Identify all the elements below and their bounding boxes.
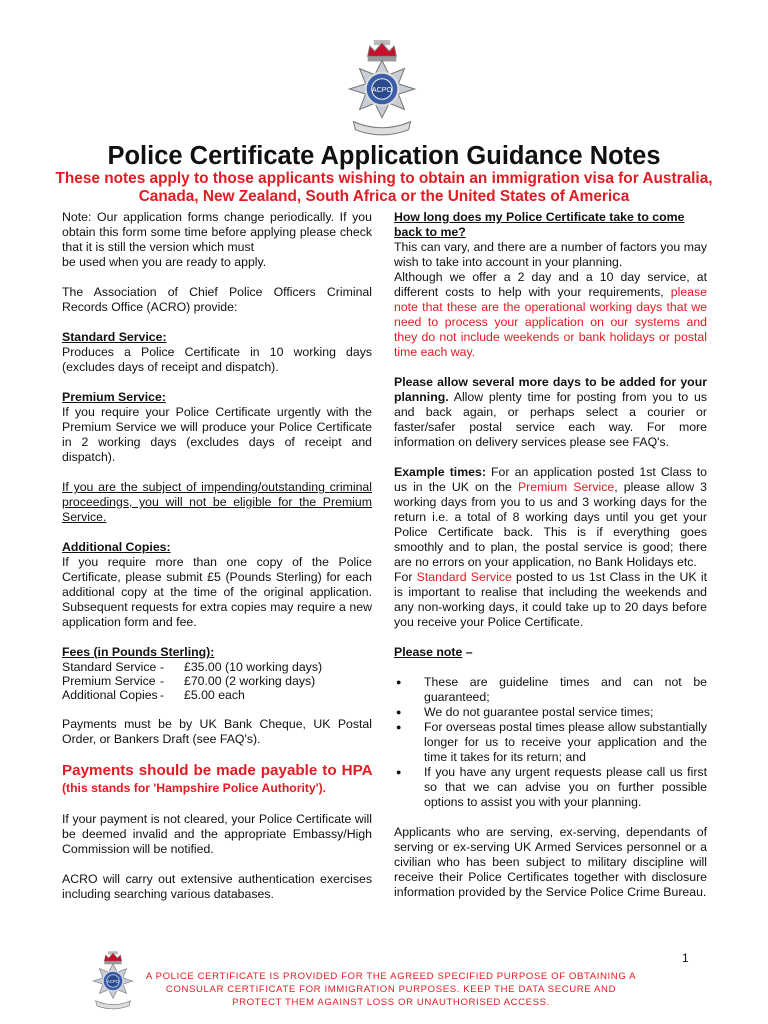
standard-service-text: Produces a Police Certificate in 10 working days (excludes days of receipt and dispatch). xyxy=(62,345,372,374)
list-item: ● These are guideline times and can not be guaranteed; xyxy=(394,675,707,705)
star-badge-icon xyxy=(93,964,133,999)
payable-to-notice xyxy=(62,762,372,797)
authentication-note: ACRO will carry out extensive authentication exercises including searching various databases. xyxy=(62,872,372,901)
payable-line: Payments should be made payable to xyxy=(62,762,337,779)
svg-text:ACPO: ACPO xyxy=(371,86,393,95)
please-note-dash: – xyxy=(465,645,473,659)
example-times-text: For an application posted 1st Class to us in the UK on the xyxy=(394,465,707,494)
fee-name: Premium Service xyxy=(62,674,156,688)
working-days-notice: please note that these are the operational working days that we need to process your application on our systems and they do not include weekends or bank holidays or postal time each way. xyxy=(394,285,707,359)
example-times-paragraph xyxy=(394,465,707,570)
allow-days-bold: Please allow several more days to be added for your planning. xyxy=(394,375,707,404)
page-subtitle: These notes apply to those applicants wishing to obtain an immigration visa for Australia, Canada, New Zealand, South Africa or the United States of America xyxy=(55,170,713,205)
fee-row xyxy=(62,660,322,674)
footer-disclaimer: A POLICE CERTIFICATE IS PROVIDED FOR THE AGREED SPECIFIED PURPOSE OF OBTAINING A CONSULAR CERTIFICATE FOR IMMIGRATION PURPOSES. KEEP THE DATA SECURE AND PROTECT THEM AGAINST LOSS OR UNAUTHORISED ACCESS. xyxy=(145,971,637,1008)
list-item: ● For overseas postal times please allow substantially longer for us to receive your application and the time it takes for its return; and xyxy=(394,720,707,765)
fee-dash: - xyxy=(160,688,165,702)
please-note-list xyxy=(394,675,707,810)
left-column xyxy=(62,210,372,902)
list-item: ● We do not guarantee postal service times; xyxy=(394,705,707,720)
standard-service-text-a: For xyxy=(394,570,413,584)
how-long-text: This can vary, and there are a number of factors you may wish to take into account in your planning. xyxy=(394,240,707,269)
page-title: Police Certificate Application Guidance Notes xyxy=(107,142,661,170)
additional-copies-heading: Additional Copies: xyxy=(62,540,171,554)
list-item: ● If you have any urgent requests please call us first so that we can advise you on further possible options to assist you with your planning. xyxy=(394,765,707,810)
fee-row xyxy=(62,674,322,688)
fee-dash: - xyxy=(160,660,165,674)
service-offer-paragraph xyxy=(394,270,707,360)
fee-dash: - xyxy=(160,674,165,688)
right-column xyxy=(394,210,707,900)
standard-service-text-b: posted to us 1st Class in the UK it is important to realise that including the weekends and any non-working days, it could take up to 20 days before you receive your Police Certificate. xyxy=(394,570,707,629)
armed-services-paragraph: Applicants who are serving, ex-serving, dependants of serving or ex-serving UK Armed Services personnel or a civilian who has been subject to military discipline will receive their Police Certificates together with disclosure information provided by the Service Police Crime Bureau. xyxy=(394,825,707,899)
fee-name: Additional Copies xyxy=(62,688,158,702)
note-paragraph: Note: Our application forms change periodically. If you obtain this form some time before applying please check that it is still the version which must xyxy=(62,210,372,254)
star-badge-icon xyxy=(349,60,414,117)
standard-service-heading: Standard Service: xyxy=(62,330,167,344)
acpo-crest-logo xyxy=(341,38,423,140)
payment-methods: Payments must be by UK Bank Cheque, UK Postal Order, or Bankers Draft (see FAQ's). xyxy=(62,717,372,746)
fee-name: Standard Service xyxy=(62,660,157,674)
scroll-banner-icon xyxy=(353,122,410,135)
please-note-heading: Please note xyxy=(394,645,463,659)
fee-price: £70.00 (2 working days) xyxy=(184,674,316,688)
payable-hpa-note: (this stands for 'Hampshire Police Authority'). xyxy=(62,781,327,795)
standard-service-highlight: Standard Service xyxy=(416,570,512,584)
premium-service-text: If you require your Police Certificate urgently with the Premium Service we will produce your Police Certificate in 2 working days (excludes days of receipt and dispatch). xyxy=(62,405,372,464)
allow-days-paragraph xyxy=(394,375,707,450)
crown-icon xyxy=(368,40,397,61)
how-long-heading: How long does my Police Certificate take to come back to me? xyxy=(394,210,685,239)
fees-table xyxy=(62,660,322,702)
page-number: 1 xyxy=(682,951,689,965)
crown-icon xyxy=(104,951,121,964)
please-note-line xyxy=(394,645,707,660)
note-paragraph-end: be used when you are ready to apply. xyxy=(62,255,267,269)
acpo-crest-logo-footer xyxy=(88,950,138,1012)
premium-eligibility-warning: If you are the subject of impending/outstanding criminal proceedings, you will not be eligible for the Premium Service. xyxy=(62,480,372,524)
fee-row xyxy=(62,688,322,702)
service-offer-text: Although we offer a 2 day and a 10 day service, at different costs to help with your requirements, xyxy=(394,270,707,299)
premium-service-heading: Premium Service: xyxy=(62,390,166,404)
fees-heading: Fees (in Pounds Sterling): xyxy=(62,645,215,659)
fee-price: £35.00 (10 working days) xyxy=(184,660,323,674)
example-times-bold: Example times: xyxy=(394,465,486,479)
acro-intro: The Association of Chief Police Officers Criminal Records Office (ACRO) provide: xyxy=(62,285,372,314)
allow-days-text: Allow plenty time for posting from you to us and back again, or perhaps select a courier or faster/safer postal service each way. For more information on delivery services please see FAQ's. xyxy=(394,390,707,449)
example-times-text-cont: , please allow 3 working days from you to us and 3 working days for the return i.e. a total of 8 working days until you get your Police Certificate back. This is if everything goes smoothly and to plan, the postal service is good; there are no errors on your application, no Bank Holidays etc. xyxy=(394,480,707,569)
payment-not-cleared: If your payment is not cleared, your Police Certificate will be deemed invalid and the appropriate Embassy/High Commission will be notified. xyxy=(62,812,372,856)
svg-text:ACPO: ACPO xyxy=(106,978,120,984)
fee-price: £5.00 each xyxy=(184,688,245,702)
payable-hpa: HPA xyxy=(341,762,372,779)
scroll-banner-icon xyxy=(96,1001,131,1009)
additional-copies-text: If you require more than one copy of the Police Certificate, please submit £5 (Pounds Sterling) for each additional copy at the time of the original application. Subsequent requests for extra copies may require a new application form and fee. xyxy=(62,555,372,629)
premium-service-highlight: Premium Service xyxy=(517,480,615,494)
standard-service-paragraph xyxy=(394,570,707,630)
